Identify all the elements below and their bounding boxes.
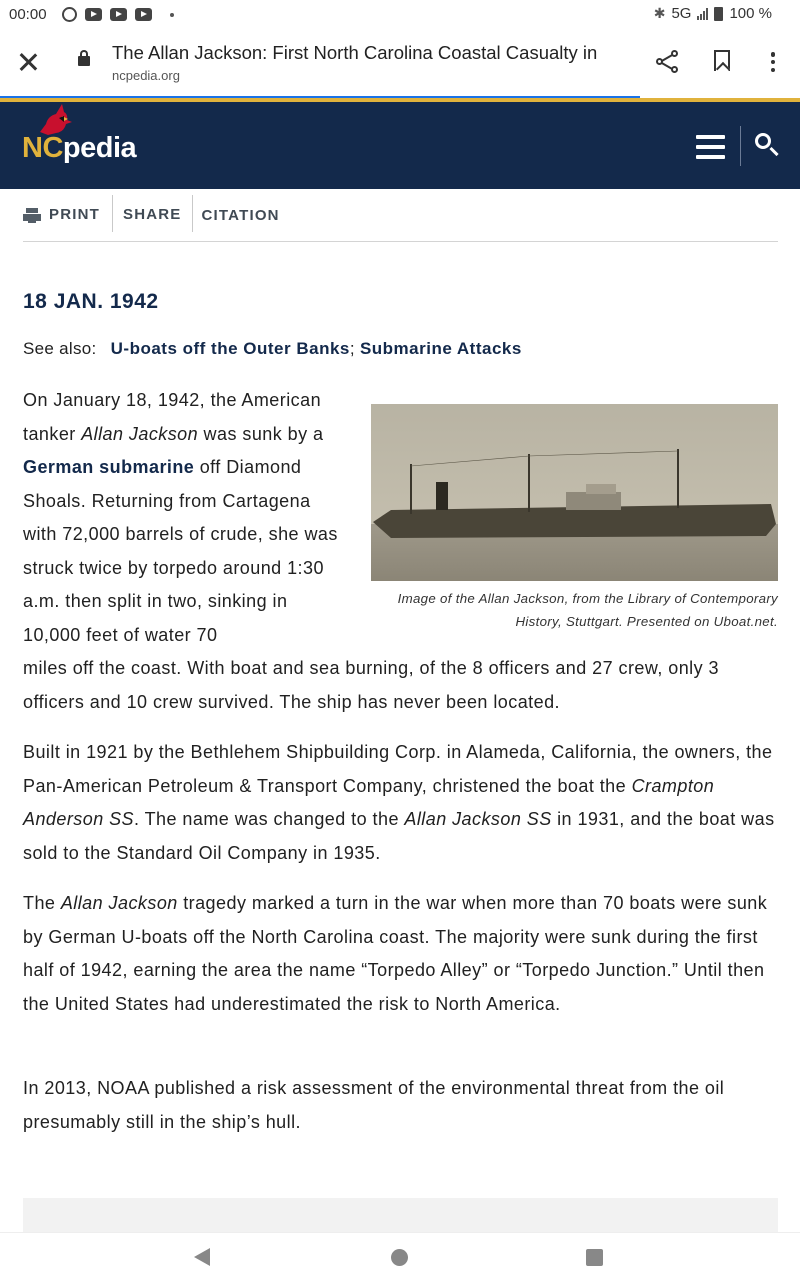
- battery-level: 100 %: [729, 5, 772, 22]
- page-url[interactable]: ncpedia.org: [112, 68, 180, 83]
- lock-icon[interactable]: [78, 56, 90, 66]
- paragraph-3: [23, 887, 783, 1021]
- article-tools: [23, 195, 778, 242]
- printer-icon: [23, 208, 41, 223]
- text-run: Built in 1921 by the Bethlehem Shipbuilding Corp. in Alameda, California, the owners, the Pan-American Petroleum & Transport Company, christened the boat the: [23, 742, 773, 796]
- see-also: [23, 339, 522, 359]
- share-label: SHARE: [123, 206, 182, 223]
- bluetooth-icon: ✱: [653, 5, 666, 21]
- paragraph-1: [23, 384, 343, 652]
- paragraph-2: [23, 736, 783, 870]
- search-icon[interactable]: [755, 133, 779, 159]
- logo-pedia: pedia: [62, 132, 137, 164]
- share-button[interactable]: [112, 195, 192, 232]
- ncpedia-logo[interactable]: [22, 132, 136, 165]
- whatsapp-icon: [62, 7, 77, 22]
- german-submarine-link[interactable]: German submarine: [23, 457, 195, 477]
- ship-name: Allan Jackson: [81, 423, 199, 444]
- notification-icons: [62, 7, 174, 22]
- see-also-label: See also:: [23, 339, 97, 358]
- allan-jackson-photo[interactable]: [371, 404, 778, 581]
- print-label: PRINT: [49, 206, 100, 223]
- share-icon[interactable]: [656, 50, 680, 74]
- text-run: was sunk by a: [198, 423, 324, 444]
- article-date: 18 JAN. 1942: [23, 290, 159, 313]
- status-bar: [0, 0, 800, 30]
- recent-apps-icon[interactable]: [586, 1249, 603, 1266]
- text-run: in 1931, and the boat was sold to the Standard Oil Company in 1935.: [23, 809, 775, 863]
- text-run: tragedy marked a turn in the war when more than 70 boats were sunk by German U-boats off the North Carolina coast. The majority were sunk during the first half of 1942, earning the area the name “Torpedo Alley” or “Torpedo Junction.” Until then the United States had underestimated the risk to North America.: [23, 893, 768, 1014]
- home-icon[interactable]: [391, 1249, 408, 1266]
- more-options-icon[interactable]: [766, 50, 780, 74]
- bookmark-icon[interactable]: [714, 50, 730, 71]
- ship-name: Allan Jackson SS: [404, 809, 552, 829]
- youtube-icon: [110, 8, 127, 21]
- image-caption: Image of the Allan Jackson, from the Library of Contemporary History, Stuttgart. Presented on Uboat.net.: [397, 591, 778, 629]
- header-divider: [740, 126, 741, 166]
- print-button[interactable]: [23, 195, 112, 232]
- hamburger-menu-icon[interactable]: [696, 135, 725, 159]
- youtube-icon: [85, 8, 102, 21]
- text-run: On January 18, 1942, the American tanker: [23, 390, 322, 444]
- see-also-separator: ;: [349, 339, 355, 358]
- logo-nc: NC: [22, 132, 63, 164]
- see-also-link-uboats[interactable]: U-boats off the Outer Banks: [110, 339, 350, 358]
- citation-button[interactable]: [192, 195, 290, 232]
- page-title[interactable]: The Allan Jackson: First North Carolina Coastal Casualty in: [112, 42, 598, 63]
- signal-icon: [697, 8, 708, 20]
- site-header: [0, 102, 800, 189]
- citation-label: CITATION: [201, 207, 280, 224]
- battery-icon: [714, 7, 723, 21]
- text-run: off Diamond Shoals. Returning from Cartagena with 72,000 barrels of crude, she was struck twice by torpedo around 1:30 a.m. then split in two, sinking in 10,000 feet of water 70: [23, 457, 338, 645]
- back-icon[interactable]: [194, 1248, 210, 1266]
- notification-dot: [170, 13, 174, 17]
- see-also-link-submarine-attacks[interactable]: Submarine Attacks: [359, 339, 522, 358]
- text-run: . The name was changed to the: [134, 809, 405, 829]
- youtube-icon: [135, 8, 152, 21]
- system-navigation-bar: [0, 1232, 800, 1280]
- ship-name: Allan Jackson: [60, 893, 178, 913]
- paragraph-4: In 2013, NOAA published a risk assessment of the environmental threat from the oil presumably still in the ship’s hull.: [23, 1078, 725, 1132]
- text-run: The: [23, 893, 61, 913]
- browser-toolbar: [0, 30, 800, 98]
- paragraph-1-continued: miles off the coast. With boat and sea burning, of the 8 officers and 27 crew, only 3 officers and 10 crew survived. The ship has never been located.: [23, 658, 719, 712]
- close-icon[interactable]: [16, 50, 40, 74]
- system-icons: [654, 5, 772, 22]
- network-type: 5G: [671, 5, 692, 22]
- status-time: 00:00: [9, 6, 47, 23]
- ship-original-name: Crampton Anderson SS: [23, 775, 715, 829]
